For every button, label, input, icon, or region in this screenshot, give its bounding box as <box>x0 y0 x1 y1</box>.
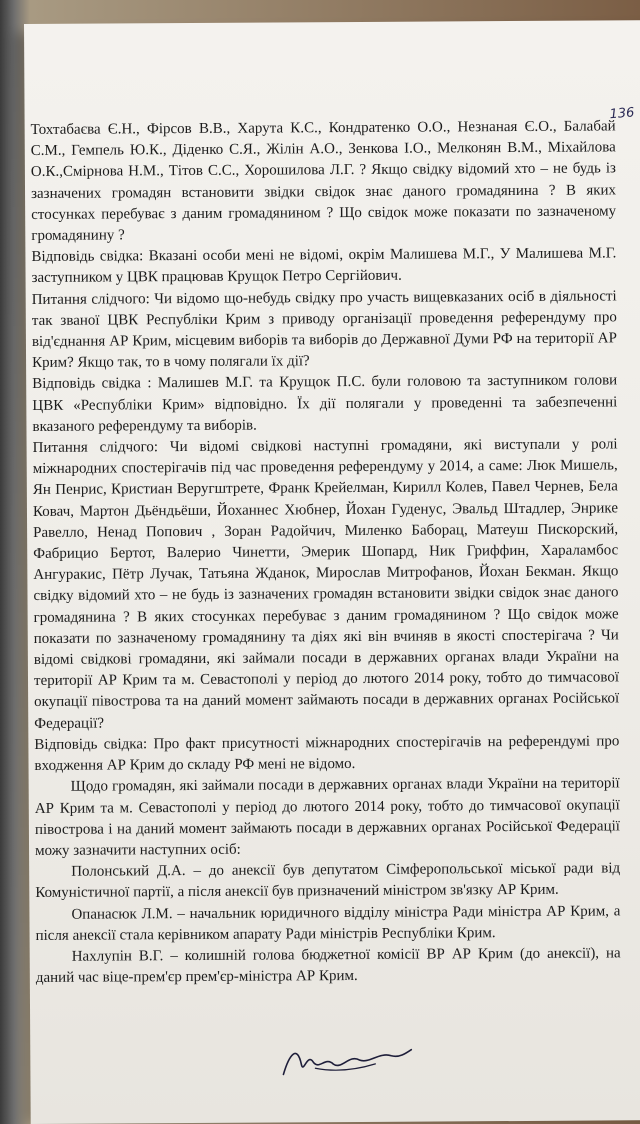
document-text <box>31 116 621 989</box>
paragraph-answer-3: Відповідь свідка: Про факт присутності міжнародних спостерігачів на референдумі про входження АР Крим до складу РФ мені не відомо. <box>34 733 620 775</box>
paragraph-answer-2: Відповідь свідка : Малишев М.Г. та Крущок П.С. були головою та заступником голови ЦВК «Республіки Крим» відповідно. Їх дії полягали у проведенні та забезпеченні вказаного референдуму та виборів. <box>32 372 618 435</box>
paragraph-official-polonsky: Полонський Д.А. – до анексії був депутатом Сімферопольської міської ради від Комуністичної партії, а після анексії був призначений міністром зв'язку АР Крим. <box>35 860 621 902</box>
handwritten-signature <box>275 1034 415 1087</box>
document-page <box>24 20 640 1124</box>
paragraph-question-3: Питання слідчого: Чи відомі свідкові наступні громадяни, які виступали у ролі міжнародних спостерігачів під час проведення референдуму у 2014, а саме: Люк Мишель, Ян Пенрис, Кристиан Веругштрете, Франк Крейелман, Кирилл Колев, Павел Чернев, Бела Ковач, Мартон Дьёндьёши, Йоханнес Хюбнер, Йохан Гуденус, Эвальд Штадлер, Энрике Равелло, Ненад Попович , Зоран Радойчич, Миленко Баборац, Матеуш Пискорский, Фабрицио Бертот, Валерио Чинетти, Эмерик Шопард, Ник Гриффин, Хараламбос Ангуракис, Пётр Лучак, Татьяна Жданок, Мирослав Митрофанов, Йохан Бекман. Якщо свідку відомий хто – не будь із зазначених громадян встановити звідки свідок знає даного громадянина ? В яких стосунках перебуває з даним громадянином ? Що свідок може показати по зазначеному громадянину та діях які він вчиняв в якості спостерігача ? Чи відомі свідкові громадяни, які займали посади в державних органах влади України на території АР Крим та м. Севастополі у період до лютого 2014 року, тобто до тимчасової окупації півострова та на даний момент займають посади в державних органах Російської Федерації? <box>32 436 620 732</box>
paragraph-answer-1: Відповідь свідка: Вказані особи мені не відомі, окрім Малишева М.Г., У Малишева М.Г. заступником у ЦВК працював Крущок Петро Сергійович. <box>31 245 617 287</box>
paragraph-question-2: Питання слідчого: Чи відомо що-небудь свідку про участь вищевказаних осіб в діяльності так званої ЦВК Республіки Крим з приводу організації проведення референдуму про від'єднання АР Крим, місцевим виборів та виборів до Державної Думи РФ на території АР Крим? Якщо так, то в чому полягали їх дії? <box>31 288 617 372</box>
paragraph-official-nakhlupin: Нахлупін В.Г. – колишній голова бюджетної комісії ВР АР Крим (до анексії), на даний час віце-прем'єр прем'єр-міністра АР Крим. <box>35 945 621 987</box>
page-number: 136 <box>609 105 636 123</box>
paragraph-official-opanasiuk: Опанасюк Л.М. – начальник юридичного відділу міністра Ради міністра АР Крим, а після анексії стала керівником апарату Ради міністрів Республіки Крим. <box>35 902 621 944</box>
paragraph-officials-intro: Щодо громадян, які займали посади в державних органах влади України на території АР Крим та м. Севастополі у період до лютого 2014 року, тобто до тимчасової окупації півострова і на даний момент займають посади в державних органах Російської Федерації можу зазначити наступних осіб: <box>34 775 620 859</box>
paragraph-witness-list: Тохтабаєва Є.Н., Фірсов В.В., Харута К.С., Кондратенко О.О., Незнаная Є.О., Балабай С.М., Гемпель Ю.К., Діденко С.Я., Жілін А.О., Зенкова І.О., Мелконян В.М., Міхайлова О.К.,Смірнова Н.М., Тітов С.С., Хорошилова Л.Г. ? Якщо свідку відомий хто – не будь із зазначених громадян встановити звідки свідок знає даного громадянина ? В яких стосунках перебуває з даним громадянином ? Що свідок може показати по зазначеному громадянину ? <box>30 118 617 244</box>
